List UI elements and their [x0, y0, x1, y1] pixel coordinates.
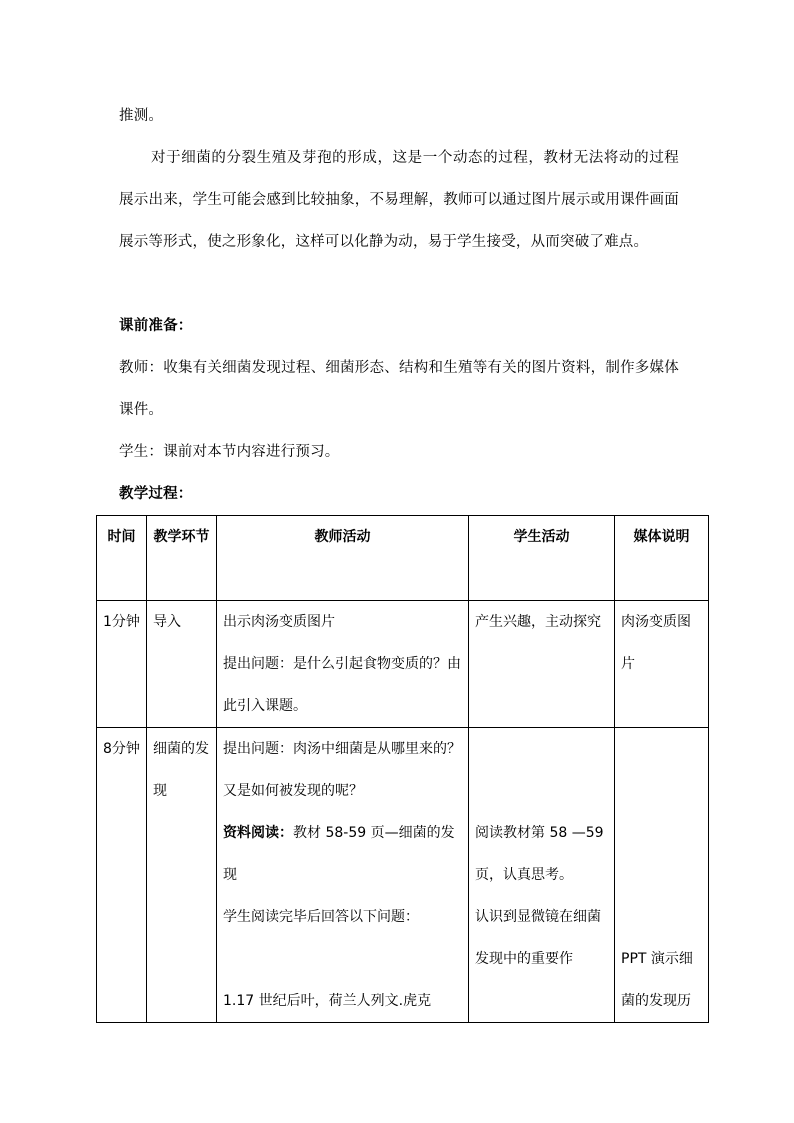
spacer [223, 938, 462, 980]
paragraph-teacher-prep: 教师：收集有关细菌发现过程、细菌形态、结构和生殖等有关的图片资料，制作多媒体课件。 [119, 360, 679, 418]
table-row [97, 601, 709, 728]
spacer [621, 728, 702, 770]
heading-process: 教学过程： [119, 486, 193, 502]
paragraph-difficulty: 对于细菌的分裂生殖及芽孢的形成，这是一个动态的过程，教材无法将动的过程展示出来，学生可能会感到比较抽象，不易理解，教师可以通过图片展示或用课件画面展示等形式，使之形象化，这样可以化静为动，易于学生接受，从而突破了难点。 [119, 150, 679, 250]
table-header-row [97, 516, 709, 601]
table-row [97, 728, 709, 1023]
cell-media [615, 728, 709, 1023]
cell-student-activity: 产生兴趣，主动探究 [469, 601, 615, 728]
header-time: 时间 [97, 516, 147, 601]
header-media: 媒体说明 [615, 516, 709, 601]
lesson-table [96, 515, 709, 1023]
spacer [621, 896, 702, 938]
spacer [475, 770, 608, 812]
teacher-activity-line: 提出问题：肉汤中细菌是从哪里来的？又是如何被发现的呢？ [223, 741, 461, 799]
spacer [621, 812, 702, 854]
teacher-activity-line: 出示肉汤变质图片 [223, 614, 335, 630]
cell-time: 8分钟 [97, 728, 147, 1023]
media-description: PPT 演示细菌的发现历 [621, 951, 693, 1009]
spacer [621, 854, 702, 896]
paragraph-continuation: 推测。 [119, 108, 164, 124]
teacher-reading-line [223, 812, 462, 896]
cell-stage: 导入 [147, 601, 217, 728]
reading-text: 教材 58-59 页—细菌的发现 [223, 825, 455, 883]
student-activity-line: 阅读教材第 58 —59 页，认真思考。 [475, 825, 604, 883]
paragraph-student-prep: 学生：课前对本节内容进行预习。 [119, 444, 340, 460]
cell-student-activity [469, 728, 615, 1023]
heading-preparation: 课前准备： [119, 318, 193, 334]
spacer [475, 728, 608, 770]
student-activity-line: 认识到显微镜在细菌发现中的重要作 [475, 909, 601, 967]
header-student-activity: 学生活动 [469, 516, 615, 601]
header-teacher-activity: 教师活动 [217, 516, 469, 601]
cell-time: 1分钟 [97, 601, 147, 728]
cell-media: 肉汤变质图片 [615, 601, 709, 728]
cell-stage: 细菌的发现 [147, 728, 217, 1023]
header-stage: 教学环节 [147, 516, 217, 601]
reading-label: 资料阅读： [223, 825, 293, 841]
teacher-activity-line: 1.17 世纪后叶，荷兰人列文.虎克 [223, 993, 432, 1009]
cell-teacher-activity [217, 601, 469, 728]
cell-teacher-activity [217, 728, 469, 1023]
teacher-activity-line: 提出问题：是什么引起食物变质的？由此引入课题。 [223, 656, 461, 714]
spacer [621, 770, 702, 812]
teacher-activity-line: 学生阅读完毕后回答以下问题： [223, 909, 419, 925]
